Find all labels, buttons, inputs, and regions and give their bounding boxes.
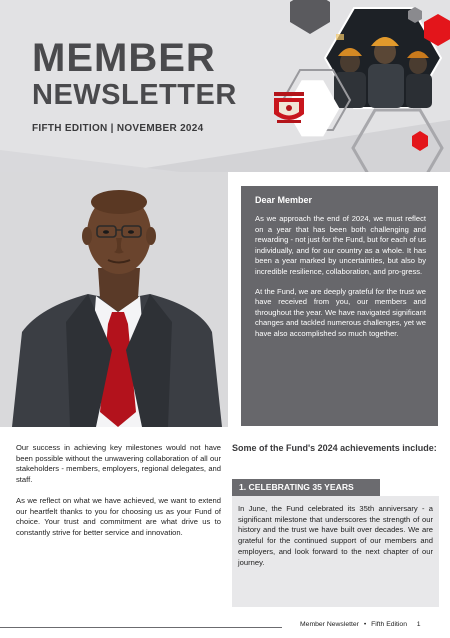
newsletter-header bbox=[0, 0, 450, 172]
dear-member-letter-box bbox=[241, 186, 438, 426]
footer-publication: Member Newsletter bbox=[300, 621, 359, 628]
letter-greeting: Dear Member bbox=[255, 195, 313, 205]
dark-hexagon-shape bbox=[290, 0, 330, 34]
newsletter-title-line2: NEWSLETTER bbox=[32, 79, 237, 111]
portrait-illustration bbox=[0, 172, 228, 427]
footer-separator: • bbox=[363, 621, 367, 628]
workers-photo-hexagon bbox=[325, 8, 441, 108]
achievements-column bbox=[232, 443, 439, 567]
newsletter-title-line1: MEMBER bbox=[32, 36, 216, 80]
section-body-text: In June, the Fund celebrated its 35th anniversary - a significant milestone that underscores the strength of our history and the trust we have built over decades. We are grateful for the continued support of our members and employers, and look forward to the next chapter of our journey. bbox=[238, 504, 433, 567]
ceo-portrait-photo bbox=[0, 172, 228, 427]
section-title-celebrating: 1. CELEBRATING 35 YEARS bbox=[232, 479, 380, 496]
letter-paragraph: At the Fund, we are deeply grateful for the trust we have received from you, our members and throughout the year. We have navigated significant changes and tackled numerous challenges, yet we have also accomplished so much together. bbox=[255, 286, 426, 338]
body-paragraph: As we reflect on what we have achieved, we want to extend our heartfelt thanks to you for choosing us as your Fund of choice. Your trust and commitment are what drive us to constantly strive for better service and innovation. bbox=[16, 495, 221, 537]
fund-crest-logo bbox=[274, 80, 339, 136]
section-body-panel bbox=[232, 496, 439, 607]
footer-page-number: 1 bbox=[416, 621, 421, 628]
letter-paragraph: As we approach the end of 2024, we must reflect on a year that has been both challenging and rewarding - not just for the Fund, but for each of us individually, and for our country as a whole. It has been a year marked by uncertainties, but also by incredible resilience, collaboration, and pro-gress. bbox=[255, 214, 426, 276]
body-paragraph: Our success in achieving key milestones would not have been possible without the unwavering collaboration of all our stakeholders - members, employers, regional delegates, and staff. bbox=[16, 443, 221, 485]
edition-label: FIFTH EDITION | NOVEMBER 2024 bbox=[32, 123, 204, 134]
achievements-heading: Some of the Fund's 2024 achievements include: bbox=[232, 443, 437, 453]
left-column-text bbox=[16, 443, 221, 549]
page-footer bbox=[300, 621, 421, 628]
footer-edition: Fifth Edition bbox=[371, 621, 407, 628]
footer-divider bbox=[0, 627, 282, 628]
